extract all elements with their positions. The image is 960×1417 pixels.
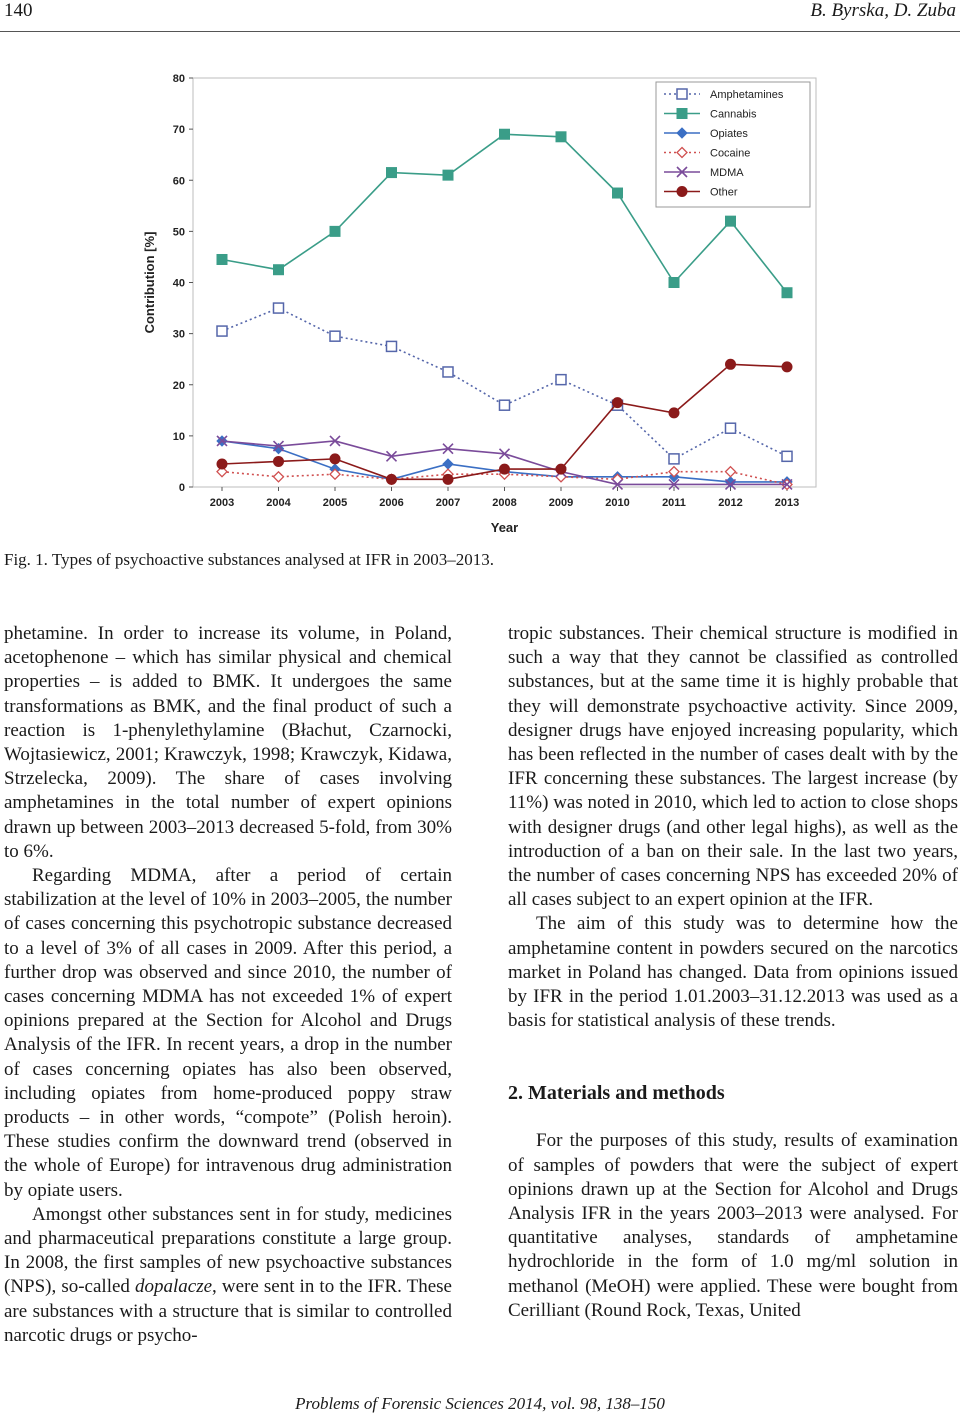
data-point-amphetamines [726,423,736,433]
paragraph: phetamine. In order to increase its volume, in Poland, acetophenone – which has similar physical and chemical properties – is added to BMK. It undergoes the same transformations as BMK, and the final product of such a reaction is 1-phenylethylamine (Błachut, Czarnocki, Wojtasiewicz, 2001; Krawczyk, 1998; Krawczyk, Kidawa, Strzelecka, 2009). The share of cases involving amphetamines in the total number of expert opinions drawn up between 2003–2013 decreased 5-fold, from 30% to 6%. [4,623,452,862]
paragraph: tropic substances. Their chemical structure is modified in such a way that they cannot be classified as controlled substances, but at the same time it is highly probable that they will demonstrate psychoactive activity. Since 2009, designer drugs have enjoyed increasing popularity, which has been reflected in the number of cases dealt with by the IFR concerning these substances. The largest increase (by 11%) was noted in 2010, which led to action to close shops with designer drugs (and other legal highs), as well as the introduction of a ban on their sale. In the last two years, the number of cases concerning NPS has exceeded 20% of all cases subject to an expert opinion at the IFR. [508,623,958,911]
data-point-cannabis [217,254,227,264]
data-point-other [726,359,736,369]
y-tick-label: 0 [178,482,185,494]
y-tick-label: 40 [172,277,185,290]
x-tick-label: 2013 [774,497,800,509]
data-point-other [274,456,284,466]
y-tick-label: 10 [172,430,185,443]
paragraph: The aim of this study was to determine how the amphetamine content in powders secured on the narcotics market in Poland has changed. Data from opinions issued by IFR in the period 1.01.2003–31.12.2013 was used as a basis for statistical analysis of these trends. [508,913,958,1032]
data-point-other [556,464,566,474]
data-point-cannabis [387,168,397,178]
data-point-other [330,454,340,464]
data-point-other [217,459,227,469]
legend-marker-other [677,187,687,197]
header-rule [0,31,960,32]
y-tick-label: 60 [172,175,185,188]
data-point-other [782,362,792,372]
data-point-amphetamines [669,454,679,464]
data-point-amphetamines [500,400,510,410]
data-point-amphetamines [443,367,453,377]
spacer [508,1033,958,1081]
x-tick-label: 2007 [435,497,461,509]
data-point-amphetamines [556,375,566,385]
paragraph: For the purposes of this study, results of examination of samples of powders that were the subject of expert opinions drawn up at the Section for Alcohol and Drugs Analysis IFR in the years 2003–2013 were analysed. For quantitative analyses, standards of amphetamine hydrochloride in the form of 1.0 mg/ml solution in methanol (MeOH) were applied. These were bought from Cerilliant (Round Rock, Texas, United [508,1130,958,1321]
paragraph [4,1203,452,1348]
data-point-other [613,398,623,408]
data-point-cannabis [500,129,510,139]
x-tick-label: 2008 [492,497,517,509]
data-point-cannabis [613,188,623,198]
x-axis-label: Year [490,520,519,535]
y-axis-label: Contribution [%] [142,231,157,334]
y-tick-label: 70 [172,124,185,137]
data-point-cannabis [726,216,736,226]
page-number: 140 [4,0,33,21]
data-point-cannabis [782,288,792,298]
data-point-cannabis [443,170,453,180]
page-header [0,0,960,24]
left-column [4,622,452,1348]
data-point-cannabis [669,278,679,288]
x-tick-label: 2010 [605,497,630,509]
data-point-other [500,464,510,474]
data-point-amphetamines [387,341,397,351]
data-point-other [669,408,679,418]
line-chart [136,66,826,542]
section-heading: 2. Materials and methods [508,1082,725,1105]
page-footer: Problems of Forensic Sciences 2014, vol. 98, 138–150 [295,1394,665,1413]
figure-1 [136,66,826,542]
legend-label-cocaine: Cocaine [710,147,751,160]
emphasis-term: dopalacze [135,1276,213,1298]
x-tick-label: 2003 [209,497,235,509]
x-tick-label: 2011 [662,497,686,509]
figure-caption: Fig. 1. Types of psychoactive substances analysed at IFR in 2003–2013. [4,550,495,569]
right-column [508,622,958,1323]
legend-marker-amphetamines [677,89,687,99]
running-head-authors: B. Byrska, D. Zuba [810,0,956,21]
paragraph-text: Amongst other substances sent in for study, medicines and pharmaceutical preparations constitute a large group. In 2008, the first samples of new psychoactive substances (NPS), so-called [4,1203,452,1298]
data-point-cannabis [330,226,340,236]
paragraph-text: , were sent in to the IFR. These are substances with a structure that is similar to controlled narcotic drugs or psycho- [4,1276,452,1346]
legend-label-amphetamines: Amphetamines [710,89,784,101]
y-tick-label: 30 [172,328,185,341]
data-point-amphetamines [217,326,227,336]
y-tick-label: 80 [172,73,185,85]
data-point-other [387,474,397,484]
data-point-amphetamines [782,451,792,461]
y-tick-label: 20 [172,379,185,392]
data-point-cannabis [274,265,284,275]
paragraph: Regarding MDMA, after a period of certain stabilization at the level of 10% in 2003–2005, the number of cases concerning this psychotropic substance decreased to a level of 3% of all cases in 2009. After this period, a further drop was observed and since 2010, the number of cases concerning MDMA has not exceeded 1% of expert opinions prepared at the Section for Alcohol and Drugs Analysis of the IFR. In recent years, a drop in the number of cases concerning opiates has also been observed, including opiates from home-produced poppy straw products – in other words, “compote” (Polish heroin). These studies confirm the downward trend (observed in the whole of Europe) for intravenous drug administration by opiate users. [4,865,452,1201]
data-point-cannabis [556,132,566,142]
data-point-amphetamines [330,331,340,341]
x-tick-label: 2005 [322,497,348,509]
legend-label-other: Other [710,186,738,199]
spacer [508,1105,958,1129]
legend-label-mdma: MDMA [710,167,744,179]
y-tick-label: 50 [172,226,185,239]
x-tick-label: 2009 [548,497,574,509]
legend-label-opiates: Opiates [710,128,748,140]
data-point-amphetamines [274,303,284,313]
data-point-other [443,474,453,484]
x-tick-label: 2004 [266,497,291,509]
x-tick-label: 2012 [718,497,743,509]
x-tick-label: 2006 [379,497,404,509]
legend-marker-cannabis [677,109,687,119]
legend-label-cannabis: Cannabis [710,108,757,121]
